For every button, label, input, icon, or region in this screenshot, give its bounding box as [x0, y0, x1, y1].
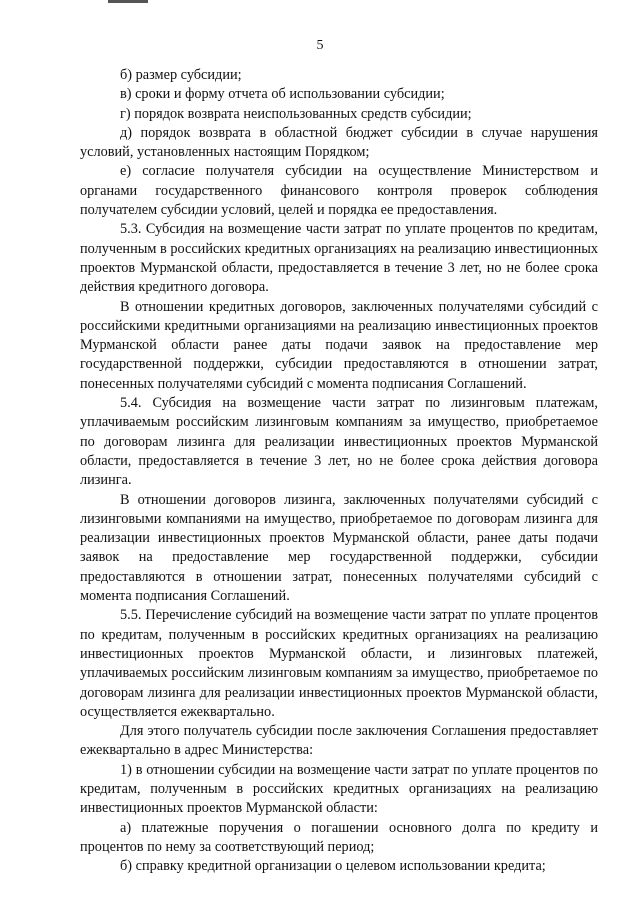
- paragraph-v-report-terms: в) сроки и форму отчета об использовании субсидии;: [120, 86, 445, 103]
- top-edge-mark: [108, 0, 148, 3]
- paragraph-quarterly-submission: Для этого получатель субсидии после заключения Соглашения предоставляет ежеквартально в адрес Министерства:: [80, 723, 598, 759]
- paragraph-d-violation-return: д) порядок возврата в областной бюджет субсидии в случае нарушения условий, установленных настоящим Порядком;: [80, 124, 598, 161]
- page-number: 5: [316, 38, 324, 53]
- paragraph-item-1-credit-subsidy: 1) в отношении субсидии на возмещение части затрат по уплате процентов по кредитам, полученным в российских кредитных организациях на реализацию инвестиционных проектов Мурманской области:: [80, 761, 598, 817]
- paragraph-g-unused-funds-return: г) порядок возврата неиспользованных средств субсидии;: [120, 105, 472, 122]
- paragraph-e-consent-audits: е) согласие получателя субсидии на осуществление Министерством и органами государственного финансового контроля проверок соблюдения получателем субсидии условий, целей и порядка ее предоставления.: [80, 163, 598, 219]
- paragraph-5-5: 5.5. Перечисление субсидий на возмещение части затрат по уплате процентов по кредитам, полученным в российских кредитных организациях на реализацию инвестиционных проектов Мурманской области, и лизинговых платежей, уплачиваемых российским лизинговым компаниям за имущество, приобретаемое по договорам лизинга для реализации инвестиционных проектов Мурманской области, осуществляется ежеквартально.: [80, 607, 598, 720]
- paragraph-5-3-credit-contracts: В отношении кредитных договоров, заключенных получателями субсидий с российскими кредитными организациями на реализацию инвестиционных проектов Мурманской области ранее даты подачи заявок на предоставление мер государственной поддержки, субсидии предоставляются в отношении затрат, понесенных получателями субсидий с момента подписания Соглашений.: [80, 298, 598, 392]
- paragraph-item-a-payment-orders: а) платежные поручения о погашении основного долга по кредиту и процентов по нему за соответствующий период;: [80, 819, 598, 855]
- paragraph-item-b-bank-certificate: б) справку кредитной организации о целевом использовании кредита;: [120, 858, 546, 875]
- paragraph-5-4: 5.4. Субсидия на возмещение части затрат по лизинговым платежам, уплачиваемым российским лизинговым компаниям за имущество, приобретаемое по договорам лизинга для реализации инвестиционных проектов Мурманской области, предоставляется в течение 3 лет, но не более срока действия договора лизинга.: [80, 395, 598, 489]
- document-body: [80, 66, 598, 876]
- paragraph-5-3: 5.3. Субсидия на возмещение части затрат по уплате процентов по кредитам, полученным в российских кредитных организациях на реализацию инвестиционных проектов Мурманской области, предоставляется в течение 3 лет, но не более срока действия кредитного договора.: [80, 221, 598, 296]
- paragraph-5-4-leasing-contracts: В отношении договоров лизинга, заключенных получателями субсидий с лизинговыми компаниями на имущество, приобретаемое по договорам лизинга для реализации инвестиционных проектов Мурманской области, ранее даты подачи заявок на предоставление мер государственной поддержки, субсидии предоставляются в отношении затрат, понесенных получателями субсидий с момента подписания Соглашений.: [80, 491, 598, 605]
- paragraph-b-subsidy-size: б) размер субсидии;: [120, 67, 242, 83]
